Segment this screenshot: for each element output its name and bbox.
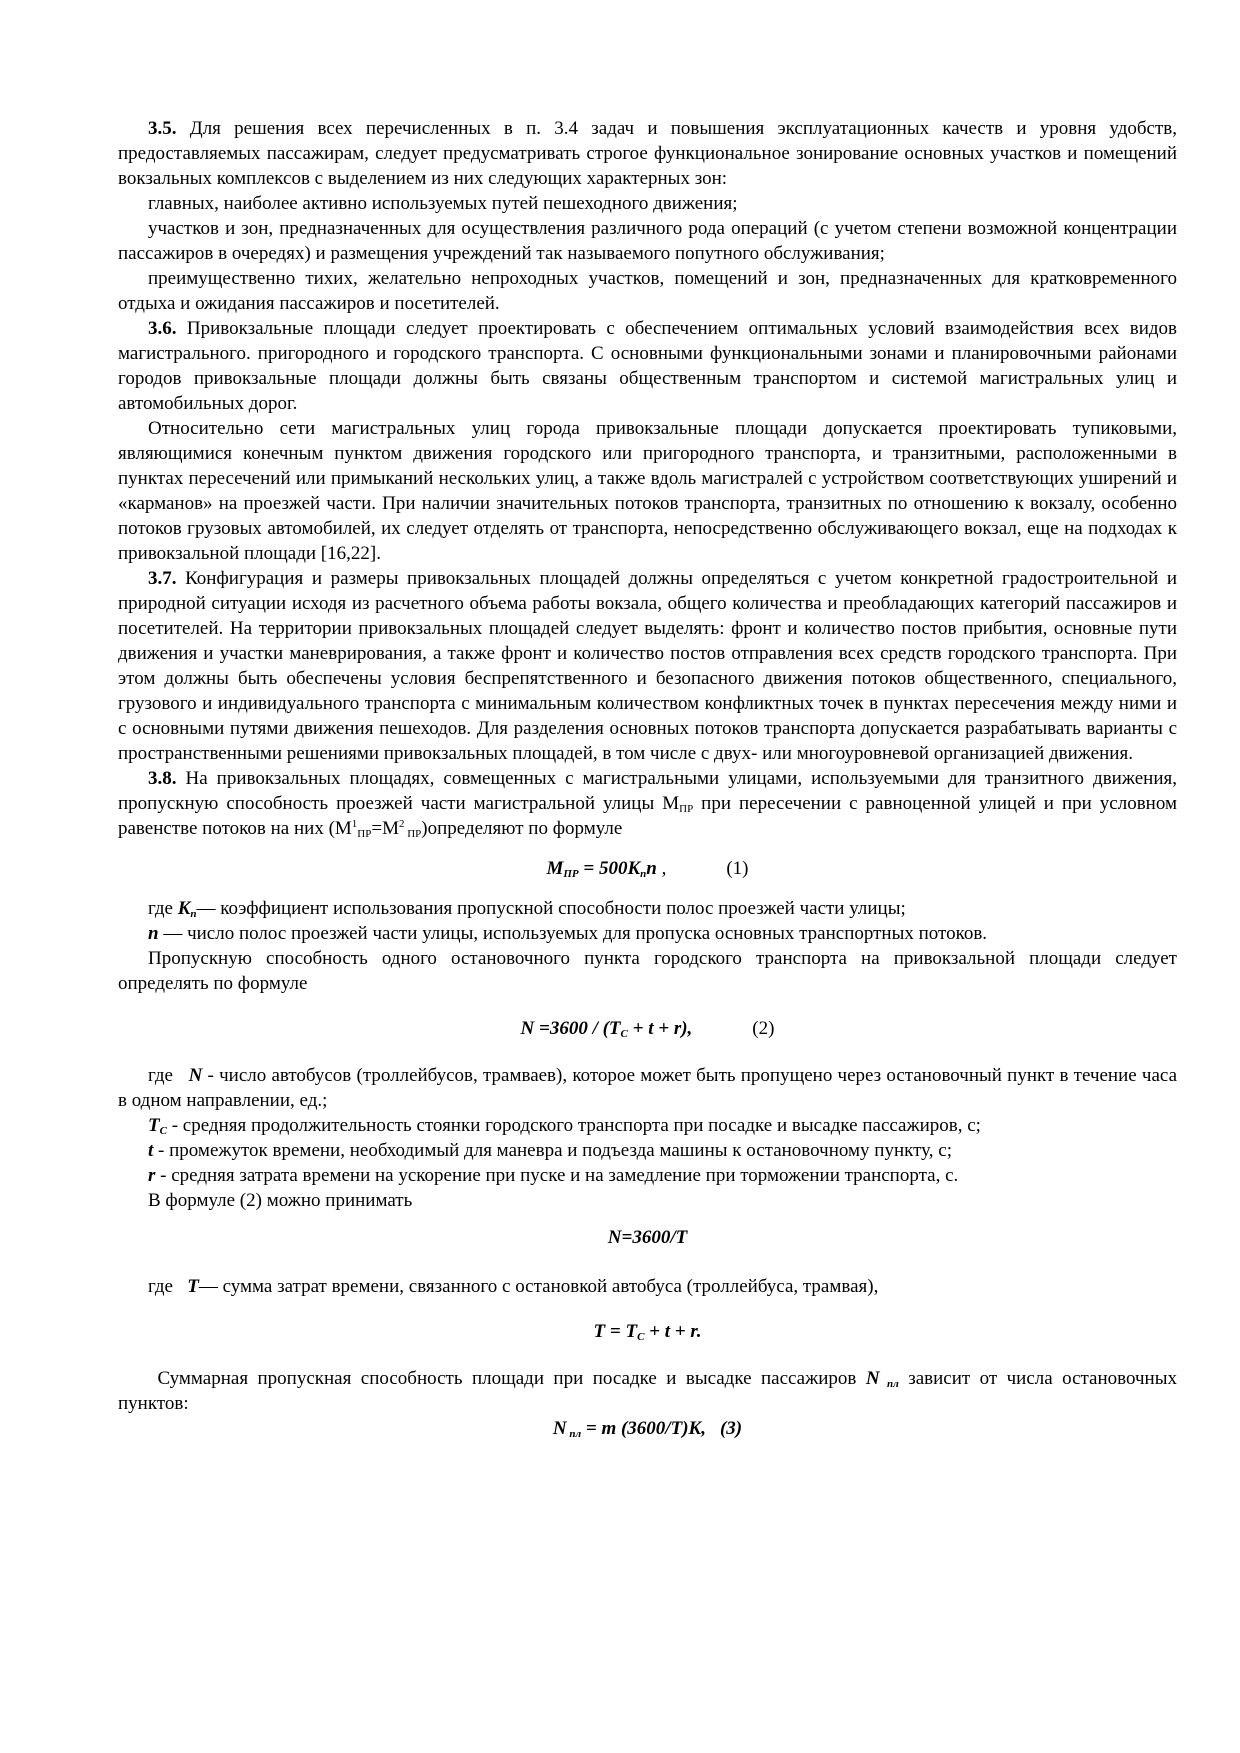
paragraph-3-6: 3.6. Привокзальные площади следует проектировать с обеспечением оптимальных условий взаимодействия всех видов магистрального. пригородного и городского транспорта. С основными функциональными зонами и планировочными районами городов привокзальные площади должны быть связаны общественным транспортом и системой магистральных улиц и автомобильных дорог. bbox=[118, 318, 1177, 414]
definition-T: где T— сумма затрат времени, связанного с остановкой автобуса (троллейбуса, трамвая), bbox=[148, 1276, 879, 1297]
definition-Tc: $T_C$ - средняя продолжительность стоянки городского транспорта при посадке и высадке пассажиров, с; bbox=[148, 1115, 981, 1137]
formula-2: $N =3600 / (T_C + t + r)$, (2) bbox=[520, 1018, 775, 1040]
zone-item-1: главных, наиболее активно используемых путей пешеходного движения; bbox=[148, 193, 738, 214]
clause-number: 3.8. bbox=[148, 768, 177, 789]
clause-number: 3.5. bbox=[148, 118, 177, 139]
formula-number: (3) bbox=[719, 1418, 743, 1439]
document-page bbox=[118, 116, 1177, 1441]
zone-item-3: преимущественно тихих, желательно непроходных участков, помещений и зон, предназначенных для кратковременного отдыха и ожидания пассажиров и посетителей. bbox=[118, 268, 1177, 314]
paragraph-3-7: 3.7. Конфигурация и размеры привокзальных площадей должны определяться с учетом конкретной градостроительной и природной ситуации исходя из расчетного объема работы вокзала, общего количества и преобладающих категорий пассажиров и посетителей. На территории привокзальных площадей следует выделять: фронт и количество постов прибытия, основные пути движения и участки маневрирования, а также фронт и количество постов отправления всех средств городского транспорта. При этом должны быть обеспечены условия беспрепятственного и безопасного движения потоков общественного, специального, грузового и индивидуального транспорта с минимальным количеством конфликтных точек в пунктах пересечения между ними и с основными путями движения пешеходов. Для разделения основных потоков транспорта допускается разрабатывать варианты с пространственными решениями привокзальных площадей, в том числе с двух- или многоуровневой организацией движения. bbox=[118, 568, 1177, 764]
clause-number: 3.7. bbox=[148, 568, 177, 589]
formula-note: В формуле (2) можно принимать bbox=[148, 1190, 413, 1211]
formula-1: $М_{ПР} = 500K_nn$ , (1) bbox=[546, 858, 749, 880]
formula-T: $T = T_C + t + r$. bbox=[593, 1321, 702, 1343]
definition-r: r - средняя затрата времени на ускорение при пуске и на замедление при торможении транспорта, с. bbox=[148, 1165, 959, 1186]
formula-number: (2) bbox=[752, 1018, 775, 1039]
formula-N: N=3600/T bbox=[607, 1227, 688, 1248]
definition-n: n — число полос проезжей части улицы, используемых для пропуска основных транспортных потоков. bbox=[148, 923, 988, 944]
definition-N: где N - число автобусов (троллейбусов, трамваев), которое может быть пропущено через остановочный пункт в течение часа в одном направлении, ед.; bbox=[118, 1065, 1178, 1111]
paragraph-3-5: 3.5. Для решения всех перечисленных в п. 3.4 задач и повышения эксплуатационных качеств и уровня удобств, предоставляемых пассажирам, следует предусматривать строгое функциональное зонирование основных участков и помещений вокзальных комплексов с выделением из них следующих характерных зон: bbox=[118, 118, 1177, 189]
zone-item-2: участков и зон, предназначенных для осуществления различного рода операций (с учетом степени возможной концентрации пассажиров в очередях) и размещения учреждений так называемого попутного обслуживания; bbox=[118, 218, 1177, 264]
formula-3: N $_{пл}$ = m (3600/T)K, (3) bbox=[552, 1418, 743, 1440]
formula-number: (1) bbox=[726, 858, 749, 879]
definition-kn: где $K_n—$ коэффициент использования пропускной способности полос проезжей части улицы; bbox=[148, 898, 906, 920]
definition-t: t - промежуток времени, необходимый для маневра и подъезда машины к остановочному пункту, с; bbox=[148, 1140, 952, 1161]
clause-number: 3.6. bbox=[148, 318, 177, 339]
paragraph-stop-capacity: Пропускную способность одного остановочного пункта городского транспорта на привокзальной площади следует определять по формуле bbox=[118, 948, 1177, 994]
paragraph-total-capacity: Суммарная пропускная способность площади при посадке и высадке пассажиров N $_{пл}$ зависит от числа остановочных пунктов: bbox=[118, 1368, 1177, 1414]
paragraph-3-8: 3.8. На привокзальных площадях, совмещенных с магистральными улицами, используемыми для транзитного движения, пропускную способность проезжей части магистральной улицы $М_{ПР}$ при пересечении с равноценной улицей и при условном равенстве потоков на них ($М^1_{ПР}=М^2$ $_{ПР}$)определяют по формуле bbox=[118, 768, 1177, 840]
paragraph-3-6-cont: Относительно сети магистральных улиц города привокзальные площади допускается проектировать тупиковыми, являющимися конечным пунктом движения городского или пригородного транспорта, и транзитными, расположенными в пунктах пересечений или примыканий нескольких улиц, а также вдоль магистралей с устройством соответствующих уширений и «карманов» на проезжей части. При наличии значительных потоков транспорта, транзитных по отношению к вокзалу, особенно потоков грузовых автомобилей, их следует отделять от транспорта, непосредственно обслуживающего вокзал, еще на подходах к привокзальной площади [16,22]. bbox=[118, 418, 1177, 564]
